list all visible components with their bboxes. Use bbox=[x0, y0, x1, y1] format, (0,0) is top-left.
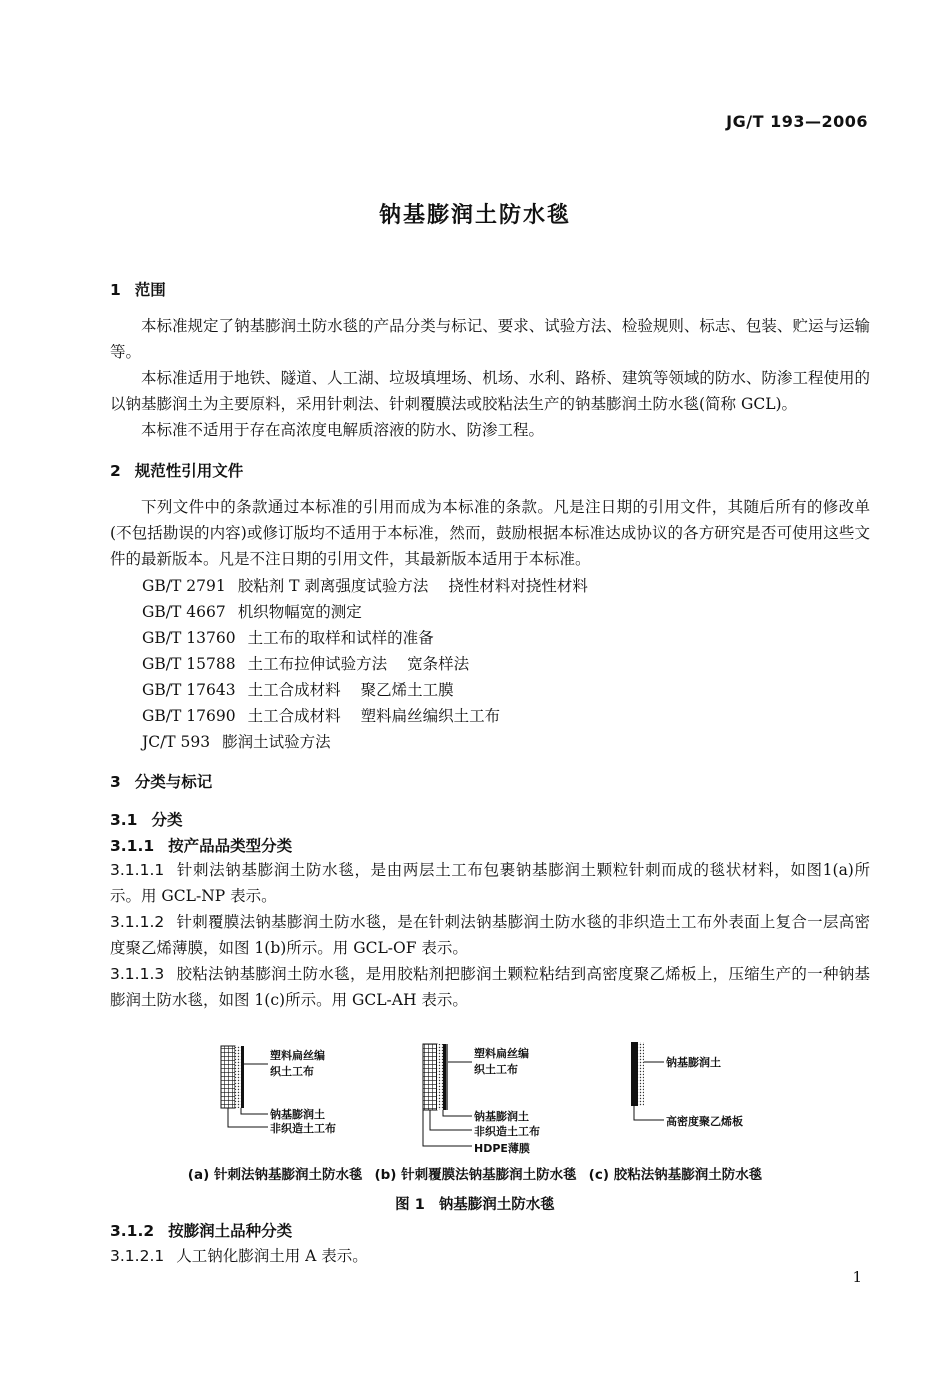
label-bentonite: 钠基膨润土 bbox=[474, 1110, 529, 1123]
document-title: 钠基膨润土防水毯 bbox=[378, 203, 571, 228]
label-nonwoven-geotextile: 非织造土工布 bbox=[474, 1125, 540, 1138]
reference-item bbox=[142, 730, 331, 752]
reference-item bbox=[142, 574, 588, 596]
section-3-heading bbox=[110, 770, 212, 792]
reference-subtitle: 塑料扁丝编织土工布 bbox=[360, 707, 501, 725]
clause-text: 胶粘法钠基膨润土防水毯，是用胶粘剂把膨润土颗粒粘结到高密度聚乙烯板上，压缩生产的一种钠基膨润土防水毯，如图 1(c)所示。用 GCL-AH 表示。 bbox=[110, 965, 870, 1009]
label-bentonite: 钠基膨润土 bbox=[270, 1108, 325, 1121]
section-title: 范围 bbox=[134, 281, 166, 299]
reference-title: 土工布的取样和试样的准备 bbox=[247, 629, 434, 647]
clause-text: 人工钠化膨润土用 A 表示。 bbox=[176, 1247, 368, 1265]
reference-code: GB/T 17690 bbox=[142, 707, 236, 725]
label-woven-geotextile-line2: 织土工布 bbox=[270, 1065, 314, 1078]
clause-3-1-1-2 bbox=[110, 909, 870, 961]
reference-code: GB/T 13760 bbox=[142, 629, 236, 647]
section-number: 3.1 bbox=[110, 811, 138, 829]
reference-subtitle: 宽条样法 bbox=[407, 655, 470, 673]
clause-number: 3.1.1.2 bbox=[110, 913, 165, 931]
reference-title: 机织物幅宽的测定 bbox=[237, 603, 362, 621]
section-number: 3 bbox=[110, 773, 121, 791]
figure-1 bbox=[0, 1040, 950, 1160]
reference-subtitle: 聚乙烯土工膜 bbox=[360, 681, 454, 699]
section-title: 规范性引用文件 bbox=[134, 462, 244, 480]
reference-title: 土工合成材料 bbox=[247, 707, 341, 725]
section-2-heading bbox=[110, 459, 243, 481]
label-woven-geotextile-line2: 织土工布 bbox=[474, 1063, 518, 1076]
clause-text: 针刺法钠基膨润土防水毯，是由两层土工布包裹钠基膨润土颗粒针刺而成的毯状材料，如图1(a)所示。用 GCL-NP 表示。 bbox=[110, 861, 870, 905]
clause-number: 3.1.1.3 bbox=[110, 965, 165, 983]
caption-c: (c) 胶粘法钠基膨润土防水毯 bbox=[588, 1167, 763, 1183]
section-1-paragraph-3: 本标准不适用于存在高浓度电解质溶液的防水、防渗工程。 bbox=[141, 421, 545, 439]
section-number: 3.1.1 bbox=[110, 837, 155, 855]
section-1-paragraph-2: 本标准适用于地铁、隧道、人工湖、垃圾填埋场、机场、水利、路桥、建筑等领域的防水、防渗工程使用的以钠基膨润土为主要原料，采用针刺法、针刺覆膜法或胶粘法生产的钠基膨润土防水毯(简称 GCL)。 bbox=[110, 369, 870, 413]
label-woven-geotextile: 塑料扁丝编 bbox=[270, 1049, 325, 1062]
diagram-b bbox=[423, 1044, 472, 1146]
section-title: 按膨润土品种分类 bbox=[168, 1222, 293, 1240]
clause-3-1-1-1 bbox=[110, 857, 870, 909]
reference-title: 土工合成材料 bbox=[247, 681, 341, 699]
section-number: 2 bbox=[110, 462, 121, 480]
caption-b: (b) 针刺覆膜法钠基膨润土防水毯 bbox=[374, 1167, 577, 1183]
clause-number: 3.1.2.1 bbox=[110, 1247, 165, 1265]
label-hdpe-film: HDPE薄膜 bbox=[474, 1142, 530, 1155]
section-3-1-2-heading bbox=[110, 1219, 292, 1241]
diagram-a bbox=[221, 1046, 268, 1127]
section-number: 3.1.2 bbox=[110, 1222, 155, 1240]
clause-number: 3.1.1.1 bbox=[110, 861, 165, 879]
diagram-c bbox=[631, 1042, 664, 1120]
clause-3-1-1-3 bbox=[110, 961, 870, 1013]
reference-item bbox=[142, 600, 362, 622]
reference-code: JC/T 593 bbox=[142, 733, 211, 751]
standard-code: JG/T 193—2006 bbox=[726, 112, 868, 131]
reference-subtitle: 挠性材料对挠性材料 bbox=[448, 577, 588, 595]
figure-subcaptions bbox=[0, 1163, 950, 1183]
reference-code: GB/T 2791 bbox=[142, 577, 226, 595]
reference-item bbox=[142, 652, 469, 674]
reference-title: 胶粘剂 T 剥离强度试验方法 bbox=[237, 577, 429, 595]
section-title: 分类 bbox=[151, 811, 183, 829]
figure-title bbox=[0, 1193, 950, 1214]
section-1-heading bbox=[110, 278, 166, 300]
reference-code: GB/T 15788 bbox=[142, 655, 236, 673]
caption-a: (a) 针刺法钠基膨润土防水毯 bbox=[187, 1167, 363, 1183]
reference-item bbox=[142, 704, 500, 726]
label-nonwoven-geotextile: 非织造土工布 bbox=[270, 1122, 336, 1135]
section-3-1-1-heading bbox=[110, 834, 292, 856]
section-2-paragraph-1: 下列文件中的条款通过本标准的引用而成为本标准的条款。凡是注日期的引用文件，其随后所有的修改单(不包括勘误的内容)或修订版均不适用于本标准，然而，鼓励根据本标准达成协议的各方研究是否可使用这些文件的最新版本。凡是不注日期的引用文件，其最新版本适用于本标准。 bbox=[110, 498, 870, 568]
reference-code: GB/T 4667 bbox=[142, 603, 226, 621]
reference-item bbox=[142, 678, 454, 700]
section-3-1-heading bbox=[110, 808, 182, 830]
section-number: 1 bbox=[110, 281, 121, 299]
label-woven-geotextile: 塑料扁丝编 bbox=[474, 1047, 529, 1060]
figure-title-text: 钠基膨润土防水毯 bbox=[438, 1197, 555, 1213]
clause-3-1-2-1 bbox=[110, 1243, 870, 1269]
label-bentonite: 钠基膨润土 bbox=[666, 1056, 721, 1069]
label-hdpe-board: 高密度聚乙烯板 bbox=[666, 1115, 743, 1128]
clause-text: 针刺覆膜法钠基膨润土防水毯，是在针刺法钠基膨润土防水毯的非织造土工布外表面上复合一层高密度聚乙烯薄膜，如图 1(b)所示。用 GCL-OF 表示。 bbox=[110, 913, 870, 957]
page-number: 1 bbox=[852, 1268, 862, 1286]
reference-code: GB/T 17643 bbox=[142, 681, 236, 699]
section-title: 分类与标记 bbox=[134, 773, 213, 791]
reference-title: 土工布拉伸试验方法 bbox=[247, 655, 388, 673]
reference-item bbox=[142, 626, 434, 648]
reference-title: 膨润土试验方法 bbox=[222, 733, 331, 751]
section-1-paragraph-1: 本标准规定了钠基膨润土防水毯的产品分类与标记、要求、试验方法、检验规则、标志、包装、贮运与运输等。 bbox=[110, 317, 870, 361]
figure-number: 图 1 bbox=[395, 1197, 425, 1213]
section-title: 按产品品类型分类 bbox=[168, 837, 293, 855]
